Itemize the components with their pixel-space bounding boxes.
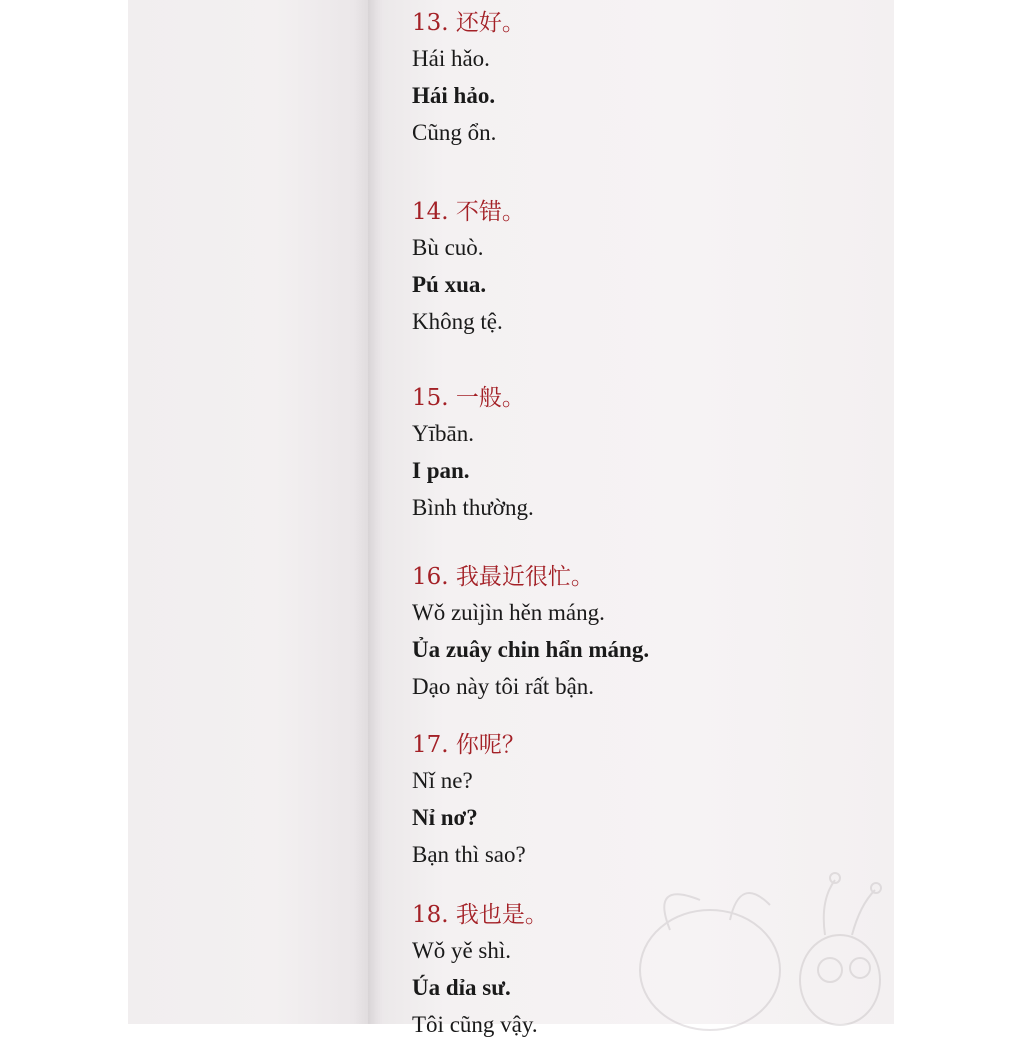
vietnamese-meaning: Dạo này tôi rất bận. (412, 674, 595, 699)
chinese-headword (412, 381, 882, 415)
hanzi-text: 你呢？ (455, 732, 525, 758)
chinese-headword (412, 728, 882, 762)
phonetic-text: Ủa zuây chin hẩn máng. (412, 637, 650, 662)
pinyin-text: Wǒ yě shì. (412, 938, 512, 963)
entry-number: 18. (412, 902, 449, 928)
vietnamese-meaning: Bạn thì sao? (412, 842, 526, 867)
phonetic-text: Úa dỉa sư. (412, 975, 511, 1000)
entry-number: 15. (412, 385, 449, 411)
pinyin-text: Nǐ ne? (412, 768, 473, 793)
vietnamese-meaning: Tôi cũng vậy. (412, 1012, 538, 1037)
hanzi-text: 不错。 (455, 199, 525, 225)
phrase-entry-18 (412, 898, 882, 1043)
phrase-entry-17 (412, 728, 882, 873)
vietnamese-meaning: Bình thường. (412, 495, 534, 520)
pinyin-text: Wǒ zuìjìn hěn máng. (412, 600, 605, 625)
pinyin-text: Bù cuò. (412, 235, 484, 260)
background-right (894, 0, 1024, 1024)
phonetic-text: Nỉ nơ? (412, 805, 478, 830)
chinese-headword (412, 6, 882, 40)
left-page (128, 0, 373, 1024)
vietnamese-meaning: Cũng ổn. (412, 120, 497, 145)
phrase-entry-13 (412, 6, 882, 151)
pinyin-text: Hái hǎo. (412, 46, 490, 71)
phonetic-text: Pú xua. (412, 272, 487, 297)
vietnamese-meaning: Không tệ. (412, 309, 503, 334)
chinese-headword (412, 195, 882, 229)
entry-number: 17. (412, 732, 449, 758)
entry-number: 16. (412, 564, 449, 590)
phonetic-text: I pan. (412, 458, 470, 483)
hanzi-text: 我也是。 (455, 902, 548, 928)
phrase-entry-16 (412, 560, 882, 705)
hanzi-text: 还好。 (455, 10, 525, 36)
phrase-entry-14 (412, 195, 882, 340)
entry-number: 14. (412, 199, 449, 225)
phonetic-text: Hái hảo. (412, 83, 496, 108)
chinese-headword (412, 560, 882, 594)
pinyin-text: Yībān. (412, 421, 474, 446)
hanzi-text: 我最近很忙。 (455, 564, 594, 590)
background-left (0, 0, 128, 1024)
chinese-headword (412, 898, 882, 932)
entry-number: 13. (412, 10, 449, 36)
phrase-entry-15 (412, 381, 882, 526)
hanzi-text: 一般。 (455, 385, 525, 411)
